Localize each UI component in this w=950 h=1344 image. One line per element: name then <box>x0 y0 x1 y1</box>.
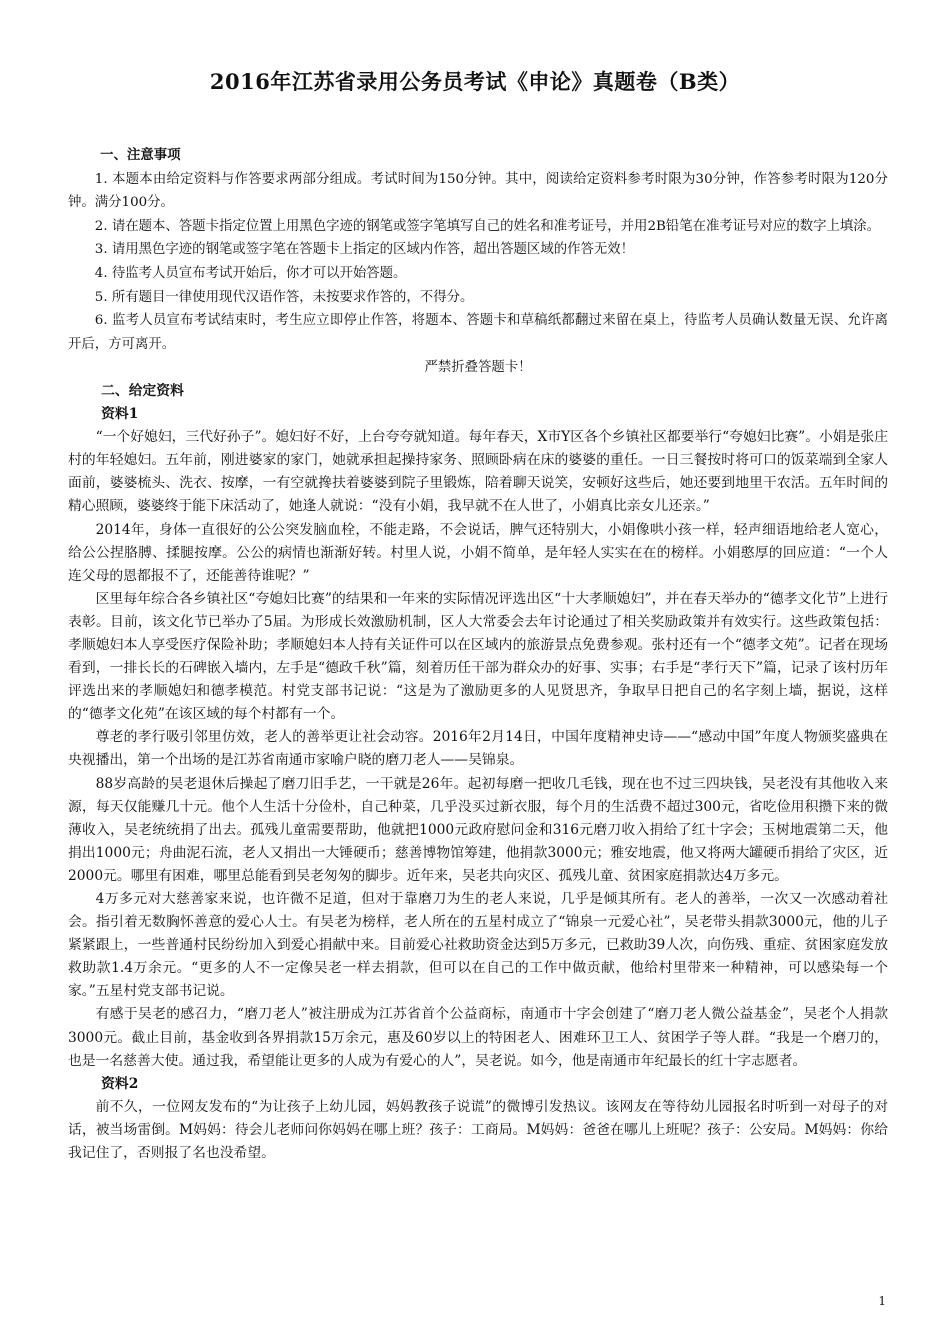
material-paragraph: 4万多元对大慈善家来说，也许微不足道，但对于靠磨刀为生的老人来说，几乎是倾其所有。老人的善举，一次又一次感动着社会。指引着无数胸怀善意的爱心人士。有吴老为榜样，老人所在的五星村成立了“锦泉一元爱心社”，吴老带头捐款3000元，他的儿子紧紧跟上，一些普通村民纷纷加入到爱心捐献中来。目前爱心社救助资金达到5万多元，已救助39人次，向伤残、重症、贫困家庭发放救助款1.4万余元。“更多的人不一定像吴老一样去捐款，但可以在自己的工作中做贡献，他给村里带来一种精神，可以感染每一个家。”五星村党支部书记说。 <box>68 891 888 1000</box>
notice-section <box>68 144 888 380</box>
material-1-label: 资料1 <box>101 406 139 423</box>
page-number: 1 <box>878 1294 886 1308</box>
page-title: 2016年江苏省录用公务员考试《申论》真题卷（B类） <box>209 69 741 94</box>
section-heading-materials: 二、给定资料 <box>101 382 184 399</box>
section-heading-notice: 一、注意事项 <box>100 147 181 163</box>
material-2-label: 资料2 <box>101 1075 139 1092</box>
material-paragraph: 88岁高龄的吴老退休后操起了磨刀旧手艺，一干就是26年。起初每磨一把收几毛钱，现在也不过三四块钱，吴老没有其他收入来源，每天仅能赚几十元。他个人生活十分俭朴，自己种菜，几乎没买过新衣服，每个月的生活费不超过300元，省吃俭用积攒下来的微薄收入，吴老统统捐了出去。孤残儿童需要帮助，他就把1000元政府慰问金和316元磨刀收入捐给了红十字会；玉树地震第二天，他捐出1000元；舟曲泥石流，老人又捐出一大锤硬币；慈善博物馆筹建，他捐款3000元；雅安地震，他又将两大罐硬币捐给了灾区，近2000元。哪里有困难，哪里总能看到吴老匆匆的脚步。近年来，吴老共向灾区、孤残儿童、贫困家庭捐款达4万多元。 <box>68 775 888 884</box>
material-paragraph: 尊老的孝行吸引邻里仿效，老人的善举更让社会动容。2016年2月14日，中国年度精神史诗——“感动中国”年度人物颁奖盛典在央视播出，第一个出场的是江苏省南通市家喻户晓的磨刀老人——吴锦泉。 <box>68 729 888 769</box>
notice-item: 5. 所有题目一律使用现代汉语作答，未按要求作答的，不得分。 <box>94 289 474 305</box>
warning-text: 严禁折叠答题卡！ <box>424 360 532 376</box>
notice-item: 1. 本题本由给定资料与作答要求两部分组成。考试时间为150分钟。其中，阅读给定资料参考时限为30分钟，作答参考时限为120分钟。满分100分。 <box>68 171 888 211</box>
notice-item: 3. 请用黑色字迹的钢笔或签字笔在答题卡上指定的区域内作答，超出答题区域的作答无效！ <box>94 242 635 258</box>
materials-section <box>68 380 888 1165</box>
material-paragraph: “一个好媳妇，三代好孙子”。媳妇好不好，上台夸夸就知道。每年春天，X市Y区各个乡镇社区都要举行“夸媳妇比赛”。小娟是张庄村的年轻媳妇。五年前，刚进婆家的家门，她就承担起操持家务、照顾卧病在床的婆婆的重任。一日三餐按时将可口的饭菜端到全家人面前，婆婆梳头、洗衣、按摩，一有空就搀扶着婆婆到院子里锻炼，陪着聊天说笑，安顿好这些后，她还要到地里干农活。五年时间的精心照顾，婆婆终于能下床活动了，她逢人就说：“没有小娟，我早就不在人世了，小娟真比亲女儿还亲。” <box>68 429 888 515</box>
material-paragraph: 有感于吴老的感召力，“磨刀老人”被注册成为江苏省首个公益商标，南通市十字会创建了“磨刀老人微公益基金”，吴老个人捐款3000元。截止目前，基金收到各界捐款15万余元，惠及60岁以上的特困老人、困难环卫工人、贫困学子等人群。“我是一个磨刀的，也是一名慈善大使。通过我，希望能让更多的人成为有爱心的人”，吴老说。如今，他是南通市年纪最长的红十字志愿者。 <box>68 1006 888 1069</box>
document-body <box>68 144 888 1165</box>
notice-item: 6. 监考人员宣布考试结束时，考生应立即停止作答，将题本、答题卡和草稿纸都翻过来留在桌上，待监考人员确认数量无误、允许离开后，方可离开。 <box>68 313 888 352</box>
material-paragraph: 前不久，一位网友发布的“为让孩子上幼儿园，妈妈教孩子说谎”的微博引发热议。该网友在等待幼儿园报名时听到一对母子的对话，被当场雷倒。M妈妈：待会儿老师问你妈妈在哪上班？孩子：工商局。M妈妈：爸爸在哪儿上班呢？孩子：公安局。M妈妈：你给我记住了，否则报了名也没希望。 <box>68 1098 888 1162</box>
notice-item: 4. 待监考人员宣布考试开始后，你才可以开始答题。 <box>94 265 407 281</box>
material-paragraph: 区里每年综合各乡镇社区“夸媳妇比赛”的结果和一年来的实际情况评选出区“十大孝顺媳妇”，并在春天举办的“德孝文化节”上进行表彰。目前，该文化节已举办了5届。为形成长效激励机制，区人大常委会去年讨论通过了相关奖励政策并有效实行。这些政策包括：孝顺媳妇本人享受医疗保险补助；孝顺媳妇本人持有关证件可以在区域内的旅游景点免费参观。张村还有一个“德孝文苑”。记者在现场看到，一排长长的石碑嵌入墙内，左手是“德政千秋”篇，刻着历任干部为群众办的好事、实事；右手是“孝行天下”篇，记录了该村历年评选出来的孝顺媳妇和德孝模范。村党支部书记说：“这是为了激励更多的人见贤思齐，争取早日把自己的名字刻上墙，据说，这样的“德孝文化苑”在该区域的每个村都有一个。 <box>68 590 888 723</box>
notice-item: 2. 请在题本、答题卡指定位置上用黑色字迹的钢笔或签字笔填写自己的姓名和准考证号，并用2B铅笔在准考证号对应的数字上填涂。 <box>94 218 881 234</box>
material-paragraph: 2014年，身体一直很好的公公突发脑血栓，不能走路，不会说话，脾气还特别大，小娟像哄小孩一样，轻声细语地给老人宽心，给公公捏胳膊、揉腿按摩。公公的病情也渐渐好转。村里人说，小娟不简单，是年轻人实实在在的榜样。小娟憨厚的回应道：“一个人连父母的恩都报不了，还能善待谁呢？” <box>68 521 888 584</box>
